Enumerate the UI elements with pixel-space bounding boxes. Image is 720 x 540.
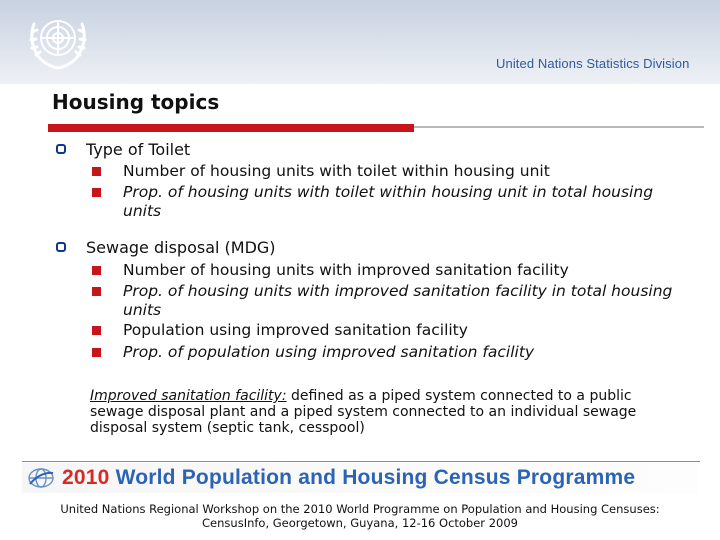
list-item [92, 162, 692, 182]
list-item-text: Number of housing units with toilet within housing unit [123, 162, 550, 180]
title-underline-red [48, 124, 414, 132]
red-square-bullet-icon [92, 326, 101, 335]
list-item [92, 321, 692, 341]
red-square-bullet-icon [92, 188, 101, 197]
footer-divider [22, 461, 700, 462]
list-item-text: Prop. of housing units with toilet within housing unit in total housing units [123, 183, 654, 220]
section-label: Type of Toilet [86, 140, 191, 159]
list-item [92, 183, 692, 221]
definition-term: Improved sanitation facility: [90, 388, 287, 404]
red-square-bullet-icon [92, 167, 101, 176]
footer-caption [0, 502, 720, 530]
footer-line-1: United Nations Regional Workshop on the 2010 World Programme on Population and Housing Censuses: [60, 502, 660, 516]
header-band [0, 0, 720, 84]
banner-programme-text: World Population and Housing Census Programme [109, 466, 636, 489]
square-bullet-icon [56, 144, 66, 154]
square-bullet-icon [56, 242, 66, 252]
red-square-bullet-icon [92, 287, 101, 296]
section-label: Sewage disposal (MDG) [86, 238, 276, 257]
list-item [92, 261, 692, 281]
list-item-text: Prop. of housing units with improved sanitation facility in total housing units [123, 282, 673, 319]
definition-text: defined as a piped system connected to a public sewage disposal plant and a piped system connected to an individual sewage disposal system (septic tank, cesspool) [90, 388, 637, 436]
red-square-bullet-icon [92, 266, 101, 275]
definition-note [90, 388, 680, 436]
un-emblem-icon [20, 10, 96, 74]
banner-year: 2010 [62, 466, 110, 489]
census-globe-icon [26, 466, 56, 490]
census-programme-banner [22, 463, 698, 493]
unsd-wordmark: United Nations Statistics Division [496, 56, 690, 71]
title-underline-grey [414, 126, 704, 128]
page-title: Housing topics [52, 90, 220, 114]
red-square-bullet-icon [92, 348, 101, 357]
section-type-of-toilet [56, 140, 190, 159]
banner-title [62, 466, 635, 490]
list-item-text: Prop. of population using improved sanitation facility [123, 343, 535, 361]
section-sewage-disposal [56, 238, 276, 257]
list-item-text: Number of housing units with improved sanitation facility [123, 261, 569, 279]
list-item-text: Population using improved sanitation facility [123, 321, 468, 339]
list-item [92, 282, 692, 320]
footer-line-2: CensusInfo, Georgetown, Guyana, 12-16 October 2009 [202, 516, 518, 530]
list-item [92, 343, 692, 363]
